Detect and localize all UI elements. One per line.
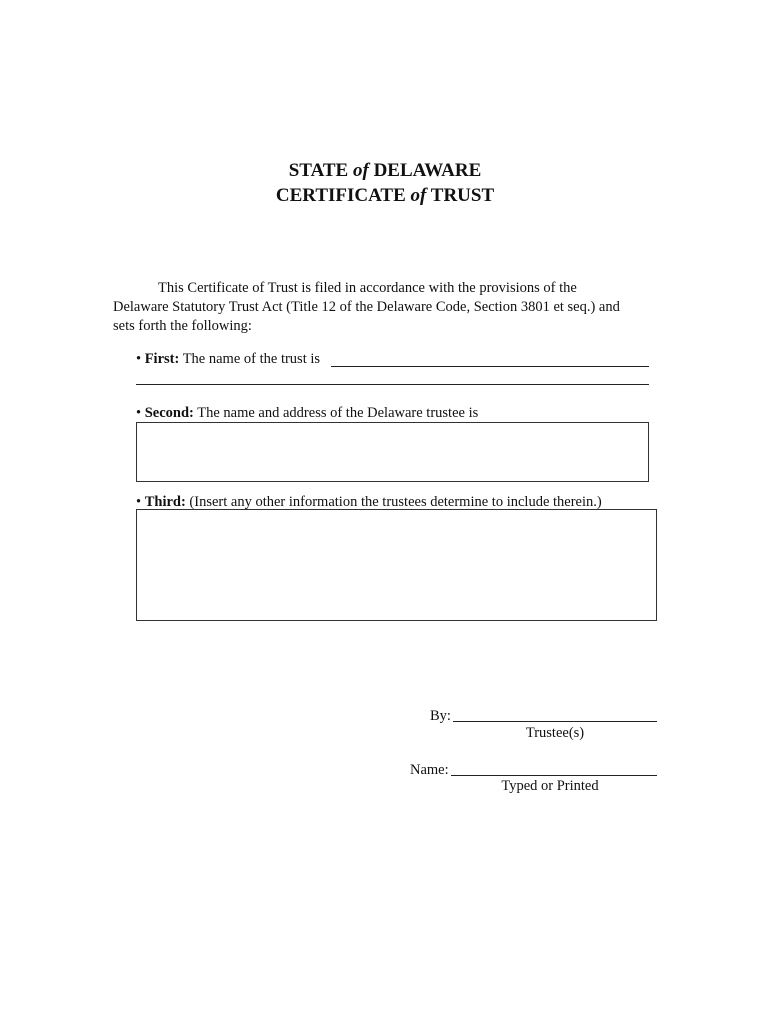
trust-name-field-line-2[interactable] [136, 384, 649, 385]
trustee-signature-line[interactable] [453, 721, 657, 722]
second-text: The name and address of the Delaware trustee is [197, 405, 479, 421]
other-information-field[interactable] [136, 509, 657, 621]
third-text: (Insert any other information the trustees determine to include therein.) [189, 494, 602, 510]
title-delaware: DELAWARE [368, 160, 482, 181]
third-label: Third: [144, 494, 186, 510]
intro-line-3: sets forth the following: [113, 318, 252, 334]
first-text: The name of the trust is [182, 351, 321, 367]
title-line-2 [0, 183, 770, 209]
bullet: • [136, 351, 142, 367]
second-clause [136, 403, 478, 423]
name-label: Name: [410, 762, 449, 778]
first-label: First: [144, 351, 180, 367]
title-certificate: CERTIFICATE [275, 185, 411, 206]
bullet: • [136, 494, 142, 510]
second-label: Second: [144, 405, 194, 421]
bullet: • [136, 405, 142, 421]
title-state: STATE [288, 160, 353, 181]
intro-line-2: Delaware Statutory Trust Act (Title 12 of the Delaware Code, Section 3801 et seq.) and [113, 299, 620, 315]
intro-line-1: This Certificate of Trust is filed in accordance with the provisions of the [158, 280, 577, 296]
printed-name-caption: Typed or Printed [501, 778, 599, 794]
by-label: By: [430, 708, 451, 724]
title-line-1 [0, 158, 770, 184]
title-of-2: of [410, 185, 427, 206]
title-of-1: of [352, 160, 369, 181]
trust-name-field-line-1[interactable] [331, 366, 649, 367]
first-clause [136, 349, 320, 369]
title-trust: TRUST [426, 185, 495, 206]
delaware-trustee-field[interactable] [136, 422, 649, 482]
trustee-caption: Trustee(s) [525, 725, 585, 741]
